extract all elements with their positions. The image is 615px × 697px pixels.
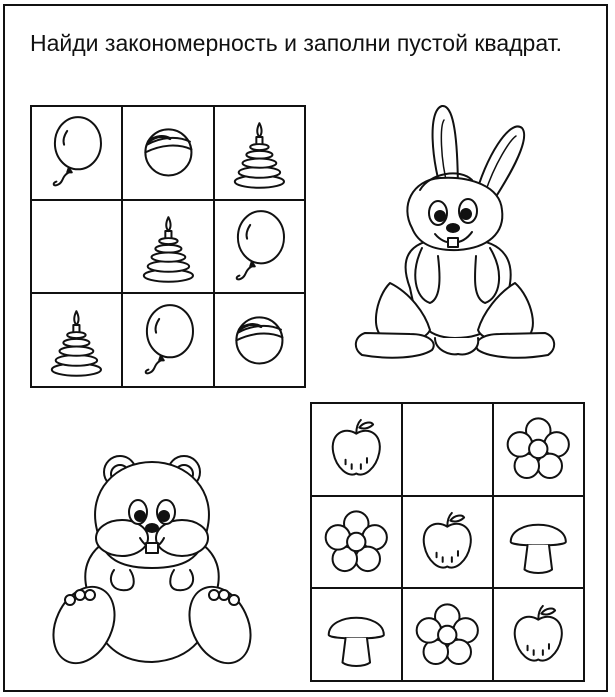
mushroom-icon — [318, 596, 395, 674]
toy-pattern-grid — [30, 105, 306, 388]
task-instruction: Найди закономерность и заполни пустой квадрат. — [30, 30, 563, 56]
balloon-icon — [221, 207, 298, 286]
empty-cell[interactable] — [31, 200, 122, 294]
ball-icon — [221, 301, 298, 380]
fruit-pattern-grid — [310, 402, 585, 682]
grid-cell — [493, 588, 584, 681]
grid-cell — [311, 588, 402, 681]
pyramid-icon — [130, 207, 207, 286]
hamster-illustration — [52, 450, 257, 686]
ball-icon — [130, 113, 207, 192]
apple-icon — [409, 503, 486, 581]
grid-cell — [493, 403, 584, 496]
flower-icon — [409, 596, 486, 674]
grid-cell — [214, 200, 305, 294]
grid-cell — [122, 106, 213, 200]
flower-icon — [318, 503, 395, 581]
grid-cell — [311, 403, 402, 496]
grid-cell — [214, 293, 305, 387]
pyramid-icon — [38, 301, 115, 380]
grid-cell — [31, 293, 122, 387]
apple-icon — [500, 596, 577, 674]
pyramid-icon — [221, 113, 298, 192]
bunny-illustration — [350, 98, 560, 373]
grid-cell — [311, 496, 402, 589]
mushroom-icon — [500, 503, 577, 581]
flower-icon — [500, 410, 577, 488]
empty-cell[interactable] — [402, 403, 493, 496]
grid-cell — [122, 200, 213, 294]
grid-cell — [31, 106, 122, 200]
apple-icon — [318, 410, 395, 488]
grid-cell — [493, 496, 584, 589]
balloon-icon — [130, 301, 207, 380]
grid-cell — [122, 293, 213, 387]
grid-cell — [402, 588, 493, 681]
balloon-icon — [38, 113, 115, 192]
grid-cell — [214, 106, 305, 200]
grid-cell — [402, 496, 493, 589]
